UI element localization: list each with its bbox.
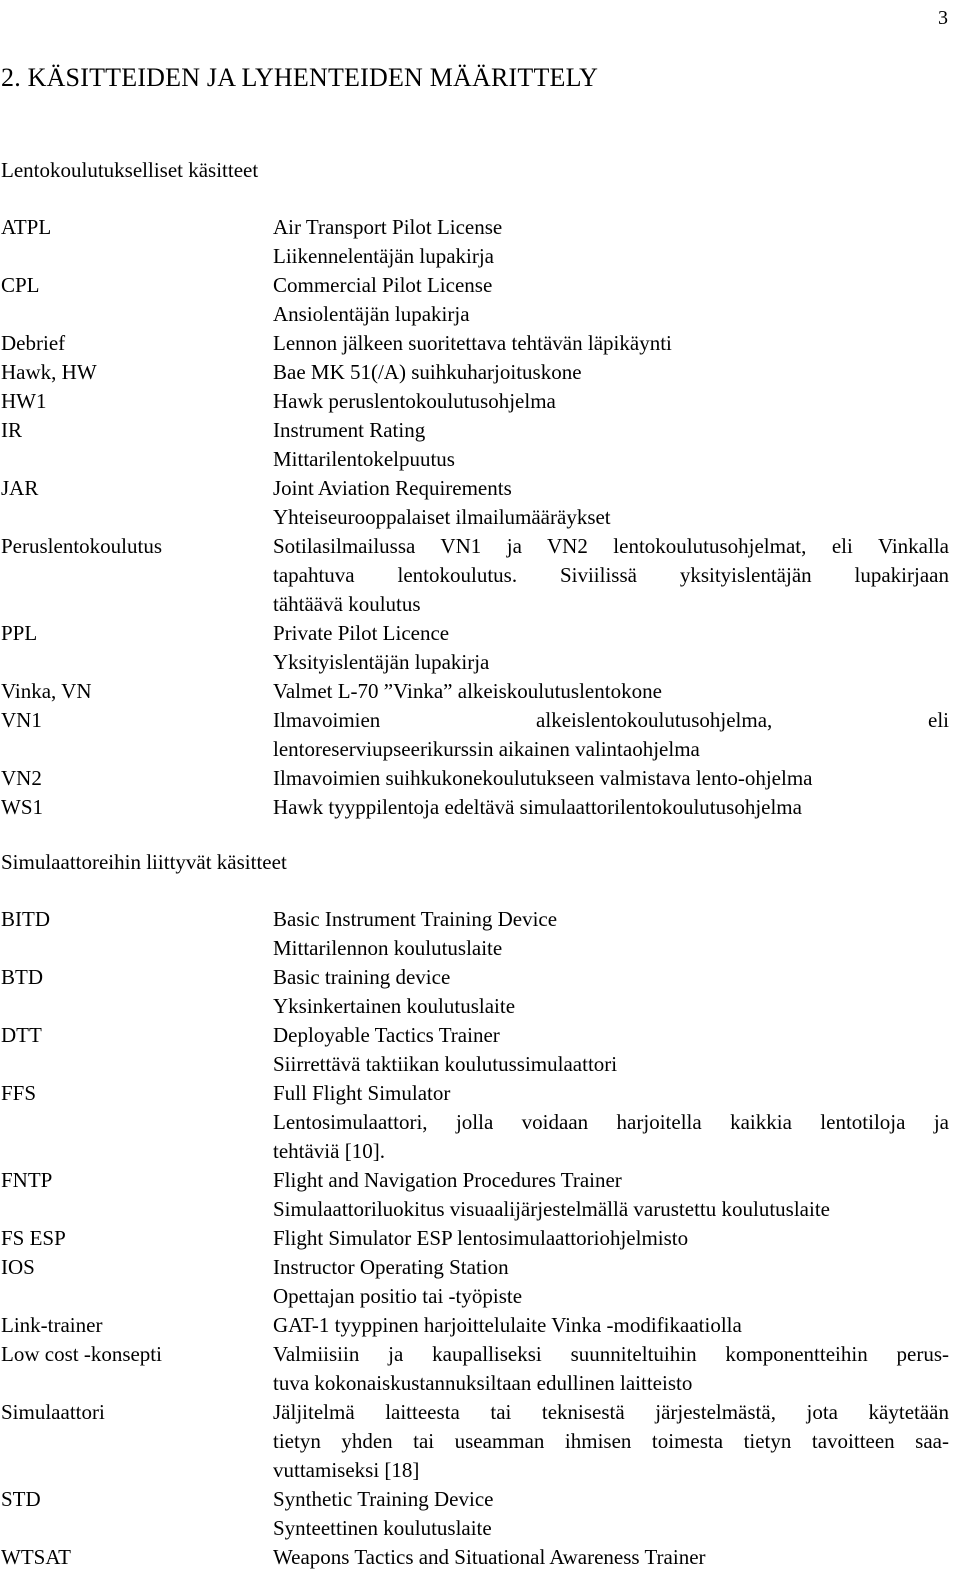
definition-line: Weapons Tactics and Situational Awareness Trainer: [273, 1545, 706, 1569]
term: HW1: [1, 389, 47, 413]
definition-line: Opettajan positio tai -työpiste: [273, 1284, 523, 1308]
term: STD: [1, 1487, 41, 1511]
term: Peruslentokoulutus: [1, 534, 162, 558]
definition-line: Jäljitelmä laitteesta tai teknisestä järjestelmästä, jota käytetään: [273, 1400, 949, 1424]
term: BITD: [1, 907, 50, 931]
definition-line: Flight Simulator ESP lentosimulaattoriohjelmisto: [273, 1226, 689, 1250]
definition-line: Ilmavoimien alkeislentokoulutusohjelma, eli: [273, 708, 949, 732]
definition-line: Sotilasilmailussa VN1 ja VN2 lentokoulutusohjelmat, eli Vinkalla: [273, 534, 949, 558]
definition: [273, 1543, 949, 1572]
definition-row: [1, 619, 949, 677]
definition-row: [1, 1079, 949, 1166]
definition-row: [1, 677, 949, 706]
term: VN1: [1, 708, 42, 732]
definition-line: Ansiolentäjän lupakirja: [273, 302, 470, 326]
definition: [273, 764, 949, 793]
definition-line: Ilmavoimien suihkukonekoulutukseen valmistava lento-ohjelma: [273, 766, 813, 790]
definition-row: [1, 963, 949, 1021]
definition-row: [1, 793, 949, 822]
definition: [273, 416, 949, 474]
term: Debrief: [1, 331, 66, 355]
definition-row: [1, 416, 949, 474]
term: JAR: [1, 476, 39, 500]
definition: [273, 1485, 949, 1543]
definition-row: [1, 1021, 949, 1079]
definition: [273, 1253, 949, 1311]
definition-row: [1, 1311, 949, 1340]
definition-line: Mittarilentokelpuutus: [273, 447, 455, 471]
definition: [273, 706, 949, 764]
definition-row: [1, 1224, 949, 1253]
definition: [273, 1166, 949, 1224]
definition-row: [1, 474, 949, 532]
definition-row: [1, 905, 949, 963]
term: FNTP: [1, 1168, 53, 1192]
definition: [273, 1340, 949, 1398]
definition-row: [1, 532, 949, 619]
definition-line: Instructor Operating Station: [273, 1255, 509, 1279]
definition-line: tuva kokonaiskustannuksiltaan edullinen laitteisto: [273, 1371, 693, 1395]
term: IOS: [1, 1255, 35, 1279]
definition-line: Basic training device: [273, 965, 451, 989]
definition: [273, 1311, 949, 1340]
definition-line: Bae MK 51(/A) suihkuharjoituskone: [273, 360, 582, 384]
definition: [273, 1224, 949, 1253]
definition-line: Instrument Rating: [273, 418, 426, 442]
definition-line: Lentosimulaattori, jolla voidaan harjoitella kaikkia lentotiloja ja: [273, 1110, 949, 1134]
definition: [273, 619, 949, 677]
definition-line: Commercial Pilot License: [273, 273, 493, 297]
term: VN2: [1, 766, 42, 790]
definition: [273, 1079, 949, 1166]
definition: [273, 329, 949, 358]
definition: [273, 358, 949, 387]
term: Link-trainer: [1, 1313, 103, 1337]
term: PPL: [1, 621, 38, 645]
definition: [273, 532, 949, 619]
definition-row: [1, 1340, 949, 1398]
definition-line: Siirrettävä taktiikan koulutussimulaattori: [273, 1052, 618, 1076]
definition-row: [1, 329, 949, 358]
definition-line: Valmiisiin ja kaupalliseksi suunniteltuihin komponentteihin perus-: [273, 1342, 949, 1366]
definition: [273, 963, 949, 1021]
section-title-simulators: Simulaattoreihin liittyvät käsitteet: [1, 850, 287, 874]
term: DTT: [1, 1023, 42, 1047]
term: Low cost -konsepti: [1, 1342, 162, 1366]
definition-line: Yhteiseurooppalaiset ilmailumääräykset: [273, 505, 611, 529]
definition: [273, 474, 949, 532]
term: Vinka, VN: [1, 679, 92, 703]
definition-row: [1, 764, 949, 793]
definition-line: Lennon jälkeen suoritettava tehtävän läpikäynti: [273, 331, 672, 355]
definition-list-simulators: [1, 905, 949, 1572]
definition-line: Flight and Navigation Procedures Trainer: [273, 1168, 622, 1192]
term: FS ESP: [1, 1226, 66, 1250]
definition-line: Joint Aviation Requirements: [273, 476, 512, 500]
definition-row: [1, 706, 949, 764]
term: WS1: [1, 795, 43, 819]
definition: [273, 905, 949, 963]
definition: [273, 677, 949, 706]
page-heading: 2. KÄSITTEIDEN JA LYHENTEIDEN MÄÄRITTELY: [1, 63, 599, 92]
definition: [273, 213, 949, 271]
definition-line: Valmet L-70 ”Vinka” alkeiskoulutuslentokone: [273, 679, 662, 703]
term: CPL: [1, 273, 40, 297]
definition-row: [1, 271, 949, 329]
definition-line: Deployable Tactics Trainer: [273, 1023, 500, 1047]
definition-line: tähtäävä koulutus: [273, 592, 421, 616]
definition: [273, 793, 949, 822]
definition: [273, 1021, 949, 1079]
definition: [273, 271, 949, 329]
definition-row: [1, 213, 949, 271]
definition-line: Air Transport Pilot License: [273, 215, 503, 239]
definition-line: Synthetic Training Device: [273, 1487, 494, 1511]
term: WTSAT: [1, 1545, 71, 1569]
term: ATPL: [1, 215, 52, 239]
term: Simulaattori: [1, 1400, 105, 1424]
term: FFS: [1, 1081, 37, 1105]
section-title-flight-training: Lentokoulutukselliset käsitteet: [1, 158, 259, 182]
definition-line: Basic Instrument Training Device: [273, 907, 558, 931]
definition-line: tapahtuva lentokoulutus. Siviilissä yksityislentäjän lupakirjaan: [273, 563, 949, 587]
definition-line: lentoreserviupseerikurssin aikainen valintaohjelma: [273, 737, 700, 761]
definition-line: Simulaattoriluokitus visuaalijärjestelmällä varustettu koulutuslaite: [273, 1197, 830, 1221]
definition-line: Full Flight Simulator: [273, 1081, 451, 1105]
page-number: 3: [938, 7, 948, 29]
definition-line: tehtäviä [10].: [273, 1139, 385, 1163]
term: Hawk, HW: [1, 360, 97, 384]
term: IR: [1, 418, 22, 442]
definition-row: [1, 1253, 949, 1311]
definition-row: [1, 1398, 949, 1485]
definition-list-flight-training: [1, 213, 949, 822]
definition-line: Yksinkertainen koulutuslaite: [273, 994, 516, 1018]
definition-row: [1, 1543, 949, 1572]
definition-row: [1, 387, 949, 416]
definition-row: [1, 358, 949, 387]
definition-line: GAT-1 tyyppinen harjoittelulaite Vinka -modifikaatiolla: [273, 1313, 742, 1337]
definition-line: Hawk tyyppilentoja edeltävä simulaattorilentokoulutusohjelma: [273, 795, 802, 819]
definition-line: Synteettinen koulutuslaite: [273, 1516, 492, 1540]
definition-row: [1, 1485, 949, 1543]
definition-line: Yksityislentäjän lupakirja: [273, 650, 490, 674]
definition-line: Private Pilot Licence: [273, 621, 450, 645]
definition: [273, 1398, 949, 1485]
definition-line: Hawk peruslentokoulutusohjelma: [273, 389, 556, 413]
definition-line: Mittarilennon koulutuslaite: [273, 936, 503, 960]
term: BTD: [1, 965, 43, 989]
definition-line: vuttamiseksi [18]: [273, 1458, 420, 1482]
definition-line: tietyn yhden tai useamman ihmisen toimesta tietyn tavoitteen saa-: [273, 1429, 949, 1453]
definition-row: [1, 1166, 949, 1224]
definition: [273, 387, 949, 416]
definition-line: Liikennelentäjän lupakirja: [273, 244, 494, 268]
